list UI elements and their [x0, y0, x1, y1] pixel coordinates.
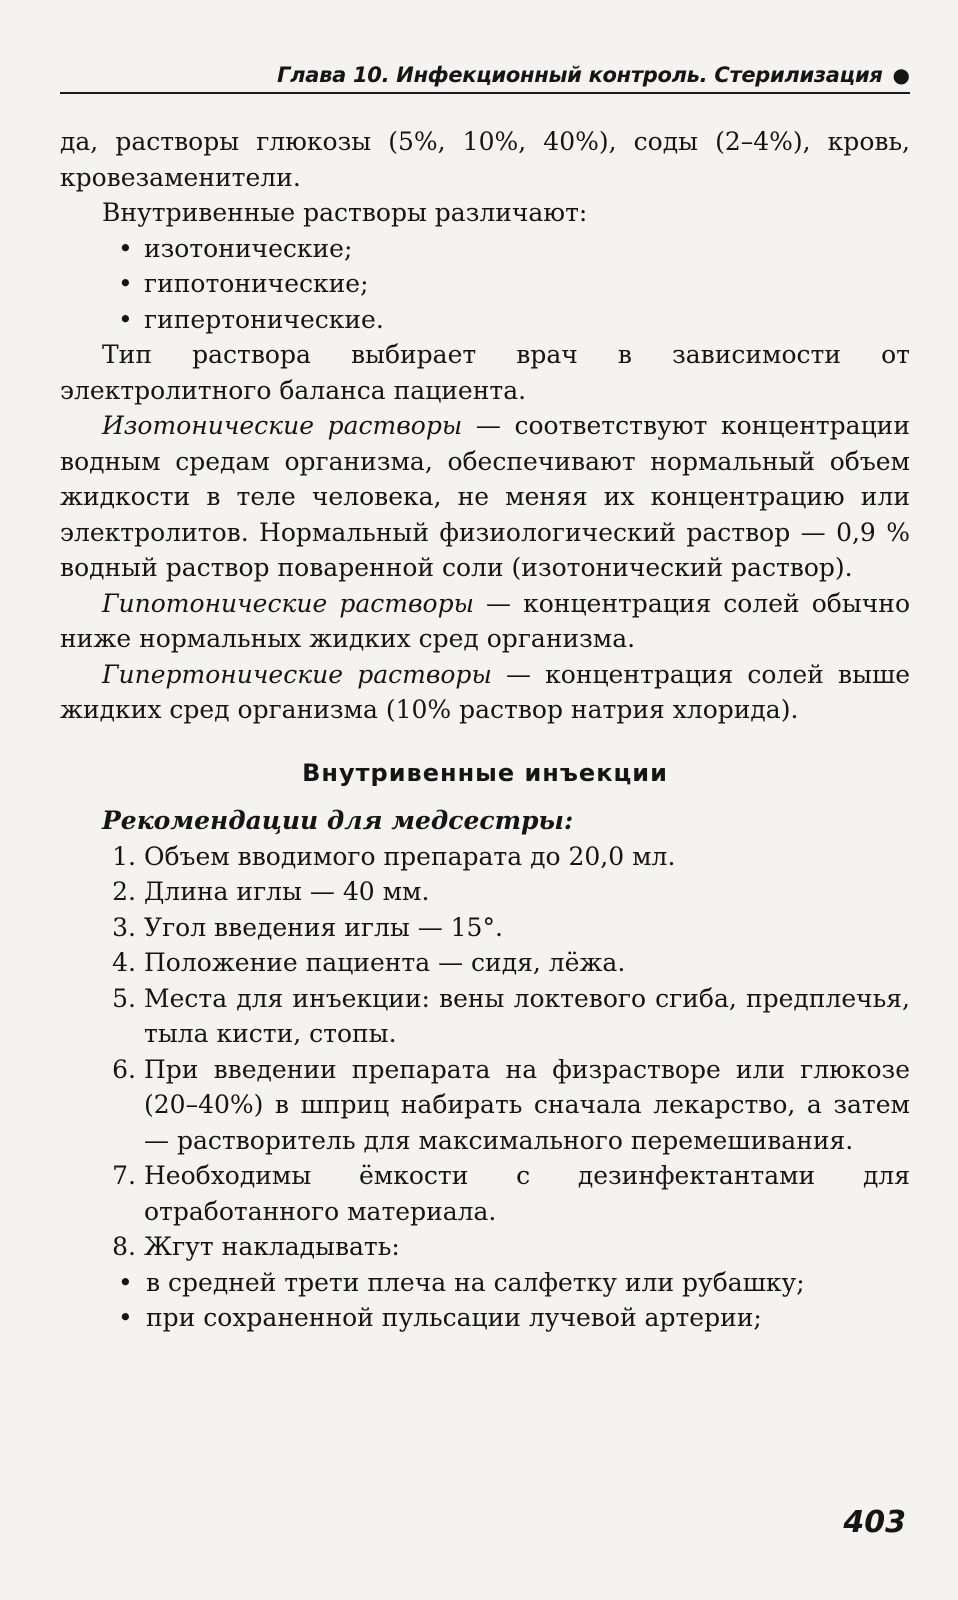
types-intro: Внутривенные растворы различают: [102, 198, 588, 227]
list-item: • гипертонические. [60, 302, 910, 338]
item-text: Необходимы ёмкости с дезинфектантами для отработанного материала. [144, 1161, 910, 1226]
hypertonic-text: — концентрация солей выше жидких сред организма (10% раствор натрия хлорида). [60, 659, 910, 724]
list-item: • при сохраненной пульсации лучевой артерии; [60, 1300, 910, 1336]
term-isotonic: Изотонические растворы [102, 411, 463, 440]
list-item [60, 1229, 910, 1265]
isotonic-text: — соответствуют концентрации водным средам организма, обеспечивают нормальный объем жидкости в теле человека, не меняя их концентрацию или электролитов. Нормальный физиологический раствор — 0,9 % водный раствор поваренной соли (изотонический раствор). [60, 411, 910, 582]
item-text: Угол введения иглы — 15°. [144, 912, 503, 942]
item-text: Длина иглы — 40 мм. [144, 877, 430, 906]
main-text [60, 124, 910, 1336]
recommendations-title: Рекомендации для медсестры: [102, 806, 574, 835]
item-number: 1. [112, 841, 136, 871]
item-number: 3. [112, 912, 136, 942]
page-number: 403 [843, 1505, 906, 1540]
tourniquet-list [60, 1265, 910, 1336]
list-item [60, 1052, 910, 1159]
item-text: Объем вводимого препарата до 20,0 мл. [144, 841, 676, 871]
list-item: • в средней трети плеча на салфетку или рубашку; [60, 1265, 910, 1301]
list-item [60, 981, 910, 1052]
continuation-paragraph: да, растворы глюкозы (5%, 10%, 40%), соды (2–4%), кровь, кровезаменители. [60, 127, 910, 192]
list-item [60, 839, 910, 875]
list-item: • изотонические; [60, 231, 910, 267]
running-head-text: Глава 10. Инфекционный контроль. Стерилизация [277, 63, 883, 87]
term-hypotonic: Гипотонические растворы [102, 588, 474, 618]
hypotonic-text: — концентрация солей обычно ниже нормальных жидких сред организма. [60, 588, 910, 653]
hypotonic-paragraph [60, 586, 910, 657]
item-text: Жгут накладывать: [144, 1232, 400, 1261]
item-number: 5. [112, 983, 136, 1013]
term-hypertonic: Гипертонические растворы [102, 659, 492, 689]
item-text: Места для инъекции: вены локтевого сгиба, предплечья, тыла кисти, стопы. [144, 983, 910, 1048]
section-heading: Внутривенные инъекции [302, 758, 668, 787]
item-number: 8. [112, 1232, 136, 1261]
item-number: 4. [112, 948, 136, 977]
item-text: При введении препарата на физрастворе или глюкозе (20–40%) в шприц набирать сначала лекарство, а затем — растворитель для максимального перемешивания. [144, 1054, 910, 1155]
list-item [60, 945, 910, 981]
list-item: • гипотонические; [60, 266, 910, 302]
choice-paragraph: Тип раствора выбирает врач в зависимости от электролитного баланса пациента. [60, 340, 910, 405]
bullet-mark-icon: ● [892, 63, 910, 87]
hypertonic-paragraph [60, 657, 910, 728]
isotonic-paragraph [60, 408, 910, 586]
recommendations-list [60, 839, 910, 1265]
list-item [60, 1158, 910, 1229]
types-list [60, 231, 910, 338]
item-number: 7. [112, 1161, 136, 1190]
item-text: Положение пациента — сидя, лёжа. [144, 948, 626, 977]
item-number: 2. [112, 877, 136, 906]
running-head [60, 58, 910, 94]
item-number: 6. [112, 1054, 136, 1084]
list-item [60, 910, 910, 946]
list-item [60, 874, 910, 910]
